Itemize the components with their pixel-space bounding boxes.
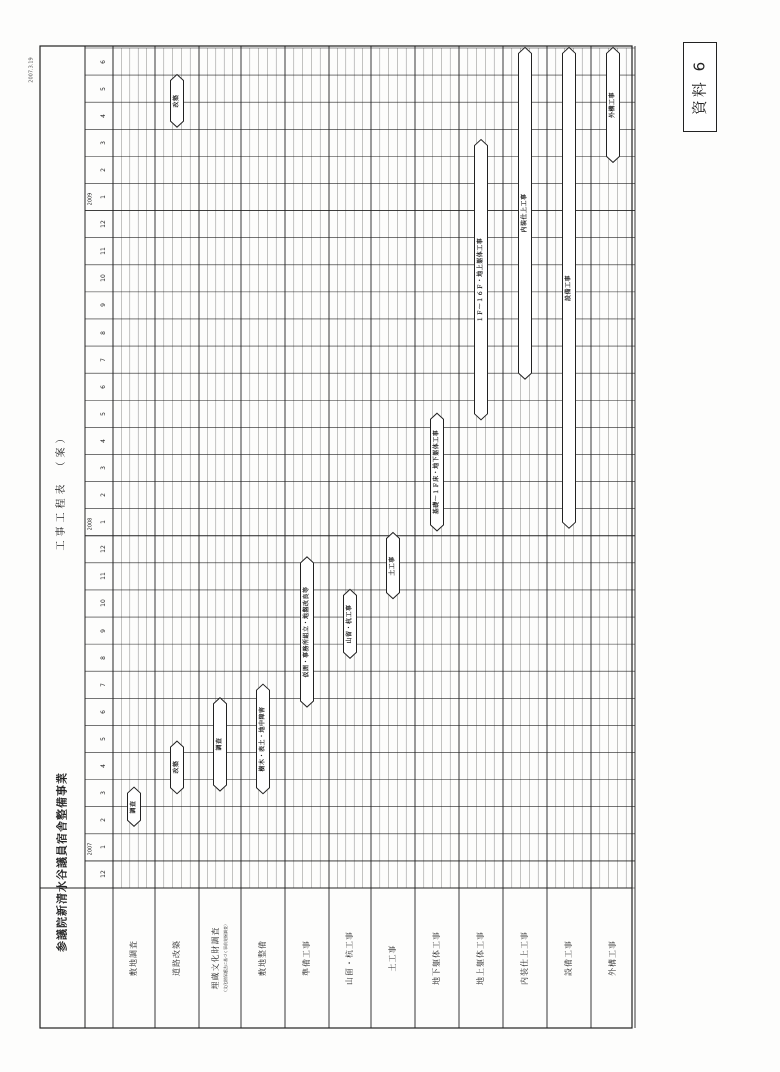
month-tick-label: 4 — [100, 438, 107, 443]
category-label: 準備工事 — [302, 940, 311, 976]
month-tick-label: 4 — [100, 764, 107, 768]
task-label: １Ｆ～１６Ｆ・地上躯体工事 — [477, 237, 484, 322]
task-label: 調査 — [216, 737, 223, 751]
category-label: 敷地調査 — [129, 940, 138, 976]
month-tick-label: 9 — [100, 303, 107, 308]
document-title: 参議院新清水谷議員宿舎整備事業 — [55, 772, 69, 952]
category-label: 埋蔵文化財調査 — [211, 926, 220, 990]
month-tick-label: 1 — [100, 845, 107, 850]
category-label: 土工事 — [388, 944, 397, 972]
month-tick-label: 11 — [100, 247, 107, 256]
month-tick-label: 6 — [100, 709, 107, 714]
category-label: 山留・杭工事 — [345, 931, 354, 985]
month-tick-label: 2 — [100, 493, 107, 498]
material-tag — [683, 42, 717, 132]
task-label: 仮囲・事務所組立・地盤改良等 — [303, 586, 310, 678]
month-tick-label: 7 — [100, 357, 107, 362]
month-tick-label: 7 — [100, 682, 107, 687]
month-tick-label: 1 — [100, 195, 107, 199]
month-tick-label: 3 — [100, 791, 107, 796]
category-label: 地上躯体工事 — [476, 931, 485, 985]
category-label: 敷地整備 — [258, 940, 267, 976]
date-stamp: 2007.3.19 — [28, 57, 35, 83]
month-tick-label: 4 — [100, 113, 107, 118]
category-label: 内装仕上工事 — [520, 931, 529, 985]
month-tick-label: 5 — [100, 411, 107, 416]
category-label: 道路改築 — [172, 940, 181, 976]
task-label: 外構工事 — [609, 91, 616, 118]
year-label: 2008 — [87, 517, 94, 531]
task-label: 基礎～１Ｆ床・地下躯体工事 — [433, 429, 440, 515]
month-tick-label: 12 — [100, 545, 107, 554]
month-tick-label: 11 — [100, 572, 107, 581]
month-tick-label: 2 — [100, 818, 107, 823]
material-tag-label: 資料 6 — [690, 58, 709, 116]
month-tick-label: 6 — [100, 59, 107, 64]
category-sublabel: （文化財保護法に基づく事前発掘調査） — [223, 922, 228, 994]
year-label: 2007 — [87, 842, 94, 856]
month-tick-label: 5 — [100, 737, 107, 741]
month-tick-label: 8 — [100, 655, 107, 660]
task-label: 設備工事 — [565, 274, 572, 301]
month-tick-label: 3 — [100, 466, 107, 470]
task-label: 調査 — [130, 800, 137, 814]
chart-title: 工事工程表 （案） — [56, 429, 67, 551]
month-tick-label: 6 — [100, 384, 107, 389]
task-label: 内装仕上工事 — [521, 193, 528, 233]
task-label: 改築 — [173, 760, 180, 774]
month-tick-label: 5 — [100, 86, 107, 91]
month-tick-label: 1 — [100, 520, 107, 525]
month-tick-label: 9 — [100, 628, 107, 633]
task-label: 山留・杭工事 — [346, 604, 353, 644]
outer-border — [40, 46, 632, 1028]
month-tick-label: 10 — [100, 599, 107, 608]
month-tick-label: 8 — [100, 330, 107, 335]
month-tick-label: 12 — [100, 220, 107, 228]
task-label: 改築 — [173, 94, 180, 108]
task-label: 樹木・表土・地中障害 — [259, 706, 266, 772]
month-tick-label: 3 — [100, 140, 107, 145]
category-label: 設備工事 — [564, 940, 573, 976]
month-tick-label: 10 — [100, 274, 107, 283]
category-label: 地下躯体工事 — [432, 931, 441, 985]
year-label: 2009 — [87, 192, 94, 205]
task-label: 土工事 — [389, 555, 396, 576]
month-tick-label: 12 — [100, 870, 107, 879]
month-tick-label: 2 — [100, 168, 107, 172]
category-label: 外構工事 — [608, 940, 617, 976]
